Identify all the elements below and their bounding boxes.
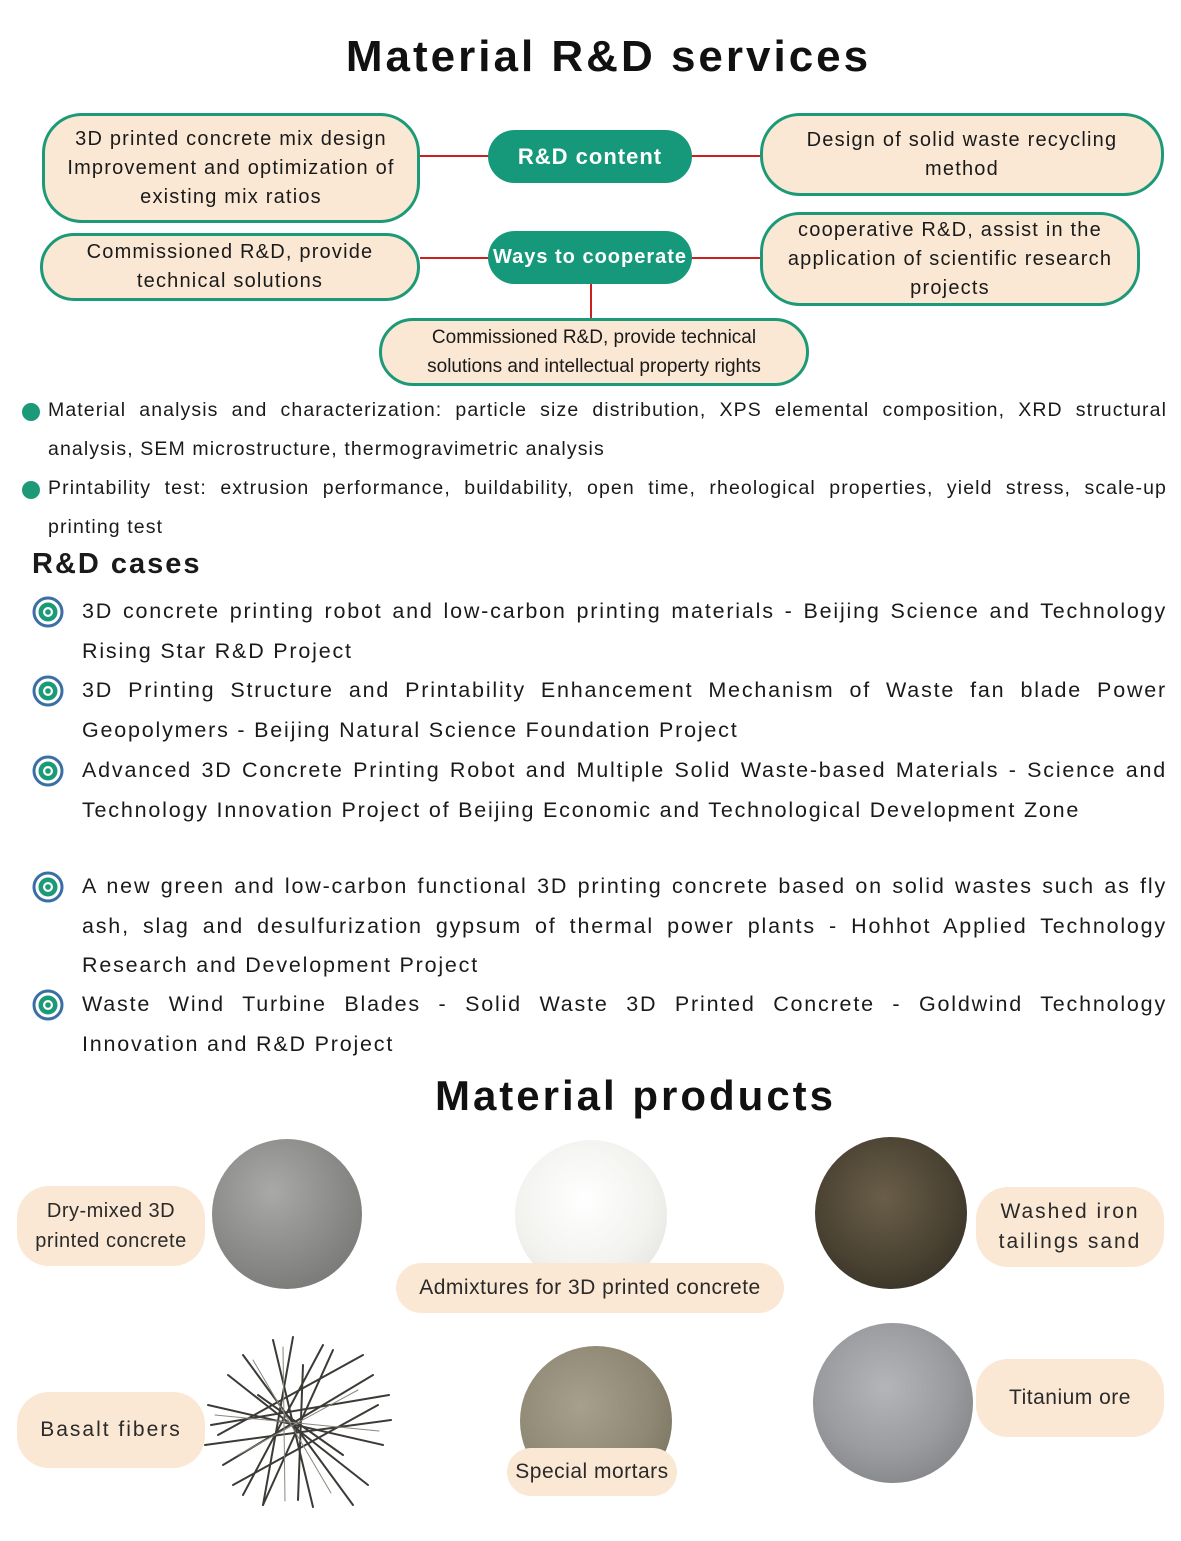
case-item bbox=[32, 671, 1167, 750]
commissioned-tech-node bbox=[40, 233, 420, 301]
dry-mixed-label: Dry-mixed 3D printed concrete bbox=[35, 1200, 187, 1252]
iron-tailings-label-pill bbox=[976, 1187, 1164, 1267]
bullet-dot-icon bbox=[22, 403, 40, 421]
titanium-label: Titanium ore bbox=[1009, 1386, 1131, 1409]
products-title: Material products bbox=[434, 1072, 837, 1119]
cases-heading: R&D cases bbox=[32, 548, 202, 580]
case-text: 3D concrete printing robot and low-carbon printing materials - Beijing Science and Technology Rising Star R&D Project bbox=[82, 599, 1167, 663]
admixtures-label-pill bbox=[396, 1263, 784, 1313]
iron-tailings-sand-image bbox=[815, 1137, 967, 1289]
basalt-label-pill bbox=[17, 1392, 205, 1468]
dry-mixed-label-pill bbox=[17, 1186, 205, 1266]
services-title: Material R&D services bbox=[345, 32, 872, 81]
basalt-fibers-image bbox=[203, 1335, 393, 1511]
case-item bbox=[32, 985, 1167, 1064]
cooperative-rd-node bbox=[760, 212, 1140, 306]
case-item bbox=[32, 592, 1167, 671]
mortars-label: Special mortars bbox=[515, 1460, 669, 1483]
target-icon bbox=[32, 596, 64, 628]
commissioned-ip-label: Commissioned R&D, provide technical solutions and intellectual property rights bbox=[427, 327, 761, 377]
mix-design-label: 3D printed concrete mix design Improvement and optimization of existing mix ratios bbox=[67, 127, 395, 208]
titanium-ore-image bbox=[813, 1323, 973, 1483]
dry-mixed-concrete-image bbox=[212, 1139, 362, 1289]
target-icon bbox=[32, 675, 64, 707]
commissioned-tech-label: Commissioned R&D, provide technical solutions bbox=[86, 241, 374, 292]
commissioned-ip-node bbox=[379, 318, 809, 386]
connector-line bbox=[690, 155, 760, 157]
case-text: Waste Wind Turbine Blades - Solid Waste 3D Printed Concrete - Goldwind Technology Innovation and R&D Project bbox=[82, 992, 1167, 1056]
target-icon bbox=[32, 989, 64, 1021]
connector-line bbox=[690, 257, 760, 259]
cooperative-rd-label: cooperative R&D, assist in the application of scientific research projects bbox=[787, 218, 1113, 299]
titanium-label-pill bbox=[976, 1359, 1164, 1437]
connector-line bbox=[590, 284, 592, 320]
target-icon bbox=[32, 871, 64, 903]
basalt-label: Basalt fibers bbox=[40, 1418, 182, 1441]
target-icon bbox=[32, 755, 64, 787]
bullet-text: Printability test: extrusion performance, buildability, open time, rheological properties, yield stress, scale-up printing test bbox=[48, 477, 1167, 538]
case-text: Advanced 3D Concrete Printing Robot and Multiple Solid Waste-based Materials - Science and Technology Innovation Project of Beijing Economic and Technological Development Zone bbox=[82, 758, 1167, 822]
ways-to-cooperate-label: Ways to cooperate bbox=[492, 246, 688, 268]
admixtures-label: Admixtures for 3D printed concrete bbox=[419, 1276, 761, 1299]
solid-waste-label: Design of solid waste recycling method bbox=[806, 128, 1118, 180]
ways-to-cooperate-hub bbox=[488, 231, 692, 284]
connector-line bbox=[420, 155, 490, 157]
rd-content-hub bbox=[488, 130, 692, 183]
case-item bbox=[32, 867, 1167, 986]
rd-content-label: R&D content bbox=[517, 143, 663, 169]
bullet-item bbox=[22, 391, 1167, 469]
mix-design-node bbox=[42, 113, 420, 223]
case-text: A new green and low-carbon functional 3D printing concrete based on solid wastes such as fly ash, slag and desulfurization gypsum of thermal power plants - Hohhot Applied Technology Research and Development Project bbox=[82, 874, 1167, 977]
mortars-label-pill bbox=[507, 1448, 677, 1496]
connector-line bbox=[420, 257, 490, 259]
bullet-text: Material analysis and characterization: particle size distribution, XPS elemental composition, XRD structural analysis, SEM microstructure, thermogravimetric analysis bbox=[48, 399, 1167, 460]
iron-tailings-label: Washed iron tailings sand bbox=[998, 1200, 1142, 1253]
solid-waste-node bbox=[760, 113, 1164, 196]
case-item bbox=[32, 751, 1167, 830]
bullet-dot-icon bbox=[22, 481, 40, 499]
case-text: 3D Printing Structure and Printability Enhancement Mechanism of Waste fan blade Power Geopolymers - Beijing Natural Science Foundation Project bbox=[82, 678, 1167, 742]
bullet-item bbox=[22, 469, 1167, 547]
